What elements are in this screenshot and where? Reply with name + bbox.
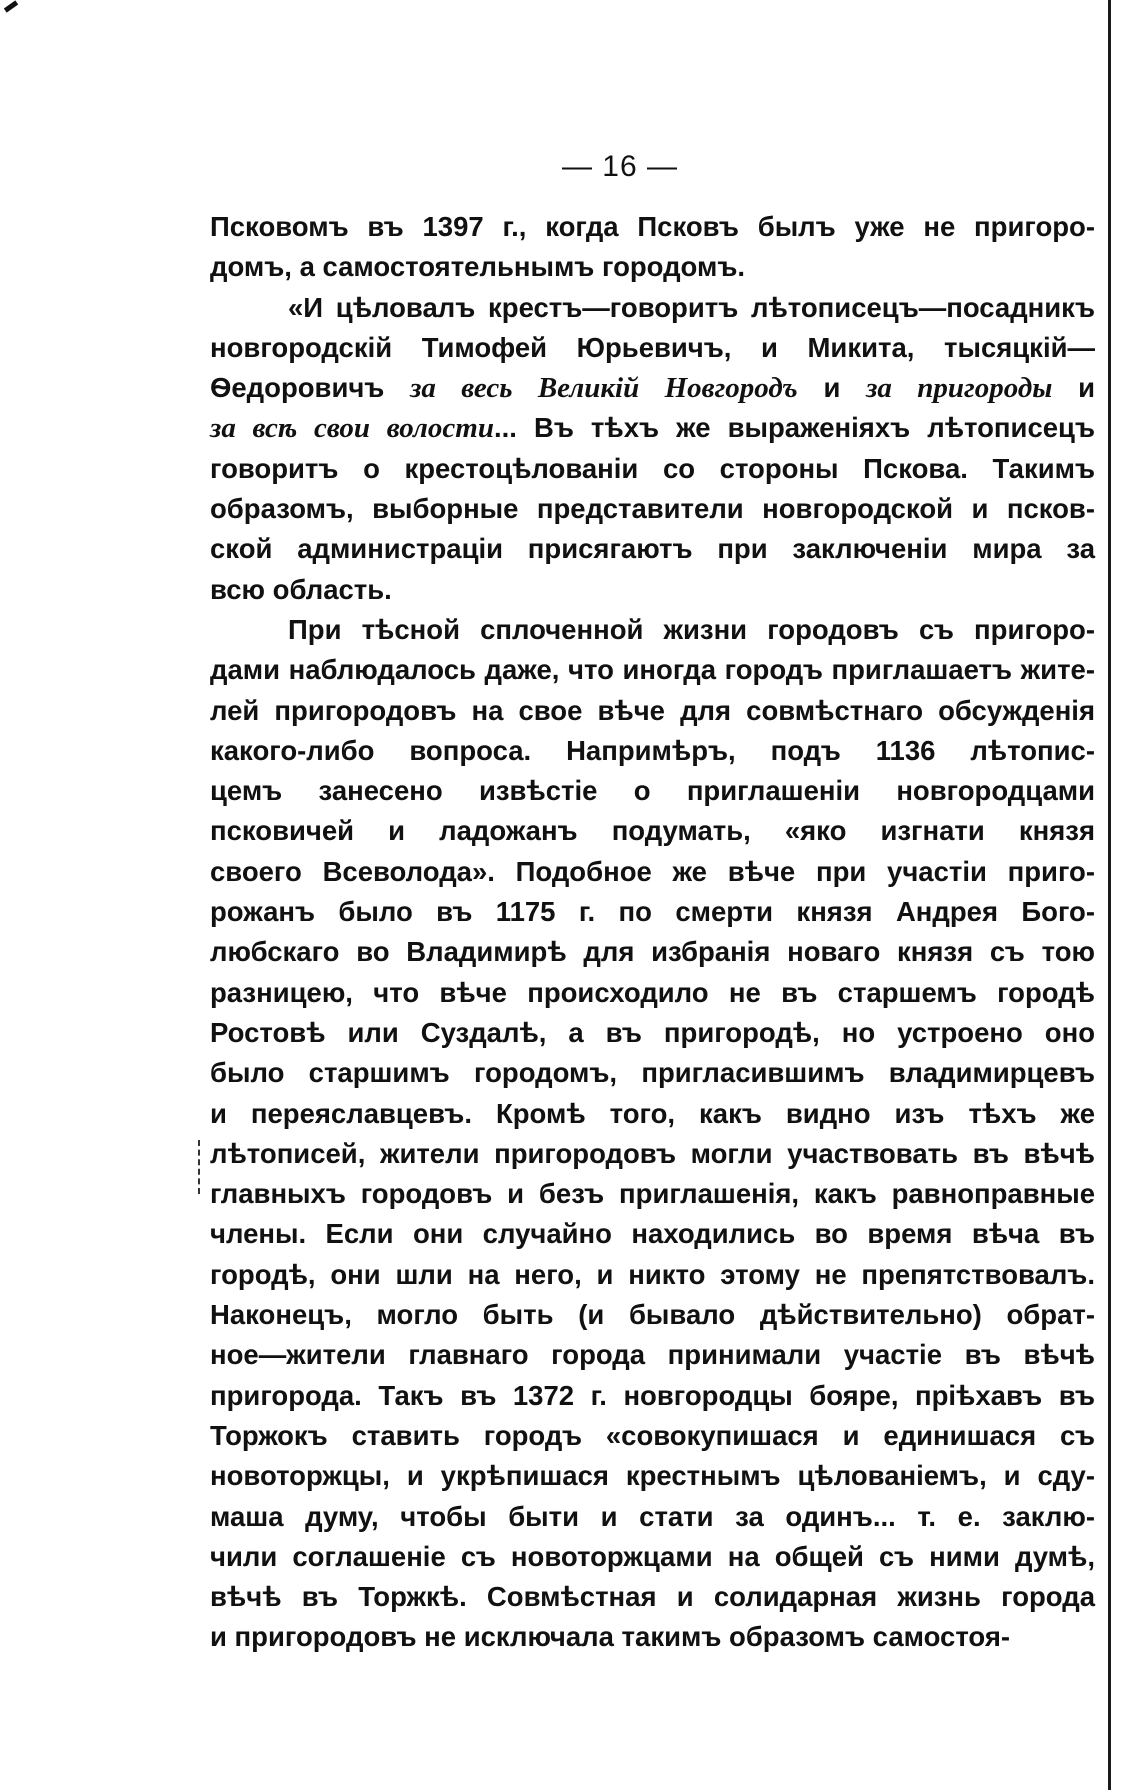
text-line — [210, 771, 1095, 811]
text-line — [210, 529, 1095, 569]
text-line — [210, 1456, 1095, 1496]
text-line — [210, 852, 1095, 892]
text-line — [210, 1053, 1095, 1093]
text-segment: было старшимъ городомъ, пригласившимъ владимирцевъ — [210, 1057, 1095, 1089]
body-text — [210, 207, 1095, 1658]
text-line — [210, 1335, 1095, 1375]
text-line — [210, 207, 1095, 247]
text-segment: Торжокъ ставить городъ «совокупишася и единишася съ — [210, 1419, 1095, 1451]
text-line — [210, 650, 1095, 690]
text-segment: и пригородовъ не исключала такимъ образомъ самостоя- — [210, 1621, 1011, 1653]
text-segment: образомъ, выборные представители новгородской и псков- — [210, 493, 1095, 525]
text-segment: любскаго во Владимирѣ для избранія новаго князя съ тою — [210, 936, 1095, 968]
text-segment: вѣчѣ въ Торжкѣ. Совмѣстная и солидарная жизнь города — [210, 1581, 1095, 1613]
text-segment: пригорода. Такъ въ 1372 г. новгородцы бояре, пріѣхавъ въ — [210, 1379, 1095, 1411]
scan-edge-line — [1108, 0, 1111, 1790]
italic-text: за пригороды — [866, 372, 1053, 405]
text-segment: новгородскій Тимофей Юрьевичъ, и Микита, тысяцкій— — [210, 331, 1095, 363]
text-segment: разницею, что вѣче происходило не въ старшемъ городѣ — [210, 976, 1095, 1008]
text-line — [210, 489, 1095, 529]
text-segment: Наконецъ, могло быть (и бывало дѣйствительно) обрат- — [210, 1299, 1095, 1331]
text-line — [210, 1376, 1095, 1416]
text-segment: ... Въ тѣхъ же выраженіяхъ лѣтописецъ — [493, 412, 1095, 444]
text-segment: новоторжцы, и укрѣпишася крестнымъ цѣлованіемъ, и сду- — [210, 1460, 1095, 1492]
text-line — [210, 691, 1095, 731]
text-line — [210, 610, 1095, 650]
text-segment: всю область. — [210, 573, 392, 605]
text-line — [210, 892, 1095, 932]
text-segment: Ѳедоровичъ — [210, 372, 411, 404]
text-segment: лѣтописей, жители пригородовъ могли участвовать въ вѣчѣ — [210, 1137, 1095, 1169]
text-segment: цемъ занесено извѣстіе о приглашеніи новгородцами — [210, 775, 1095, 807]
text-line — [210, 1537, 1095, 1577]
margin-mark — [198, 1140, 203, 1194]
text-segment: Псковомъ въ 1397 г., когда Псковъ былъ уже не пригоро- — [210, 211, 1095, 242]
text-segment: Ростовѣ или Суздалѣ, а въ пригородѣ, но устроено оно — [210, 1016, 1095, 1048]
text-segment: и — [1052, 372, 1096, 404]
text-line — [210, 1094, 1095, 1134]
text-segment: маша думу, чтобы быти и стати за одинъ... т. е. заклю- — [210, 1500, 1095, 1532]
text-line — [210, 368, 1095, 408]
text-line — [210, 1255, 1095, 1295]
text-line — [210, 973, 1095, 1013]
text-segment: При тѣсной сплоченной жизни городовъ съ пригоро- — [288, 613, 1095, 645]
italic-text: за весь Великій Новгородъ — [410, 372, 798, 405]
text-line — [210, 288, 1095, 328]
text-line — [210, 328, 1095, 368]
text-line — [210, 247, 1095, 287]
text-segment: ное—жители главнаго города принимали участіе въ вѣчѣ — [210, 1339, 1095, 1371]
text-line — [210, 449, 1095, 489]
text-line — [210, 1617, 1095, 1657]
text-line — [210, 1174, 1095, 1214]
text-line — [210, 570, 1095, 610]
text-segment: «И цѣловалъ крестъ—говоритъ лѣтописецъ—посадникъ — [288, 291, 1095, 323]
text-line — [210, 408, 1095, 448]
text-line — [210, 1577, 1095, 1617]
text-line — [210, 1295, 1095, 1335]
text-line — [210, 1134, 1095, 1174]
text-segment: и переяславцевъ. Кромѣ того, какъ видно изъ тѣхъ же — [210, 1097, 1095, 1129]
text-segment: главныхъ городовъ и безъ приглашенія, какъ равноправные — [210, 1178, 1095, 1210]
text-segment: члены. Если они случайно находились во время вѣча въ — [210, 1218, 1095, 1250]
italic-text: за всѣ свои волости — [210, 412, 494, 445]
text-line — [210, 731, 1095, 771]
text-segment: какого-либо вопроса. Напримѣръ, подъ 1136 лѣтопис- — [210, 734, 1095, 766]
text-segment: рожанъ было въ 1175 г. по смерти князя Андрея Бого- — [210, 896, 1095, 928]
text-segment: чили соглашеніе съ новоторжцами на общей съ ними думѣ, — [210, 1540, 1095, 1572]
text-line — [210, 1013, 1095, 1053]
text-line — [210, 932, 1095, 972]
text-segment: домъ, а самостоятельнымъ городомъ. — [210, 251, 746, 283]
text-segment: и — [797, 372, 867, 404]
scan-corner-mark — [4, 0, 18, 12]
text-line — [210, 1214, 1095, 1254]
text-segment: своего Всеволода». Подобное же вѣче при участіи приго- — [210, 855, 1095, 887]
text-line — [210, 1497, 1095, 1537]
text-line — [210, 1416, 1095, 1456]
page-number: — 16 — — [561, 150, 679, 183]
text-line — [210, 811, 1095, 851]
text-segment: дами наблюдалось даже, что иногда городъ приглашаетъ жите- — [210, 654, 1095, 686]
text-segment: лей пригородовъ на свое вѣче для совмѣстнаго обсужденія — [210, 694, 1095, 726]
text-segment: городѣ, они шли на него, и никто этому не препятствовалъ. — [210, 1258, 1095, 1290]
text-segment: говоритъ о крестоцѣлованіи со стороны Пскова. Такимъ — [210, 452, 1095, 484]
text-segment: ской администраціи присягаютъ при заключеніи мира за — [210, 533, 1095, 565]
text-segment: псковичей и ладожанъ подумать, «яко изгнати князя — [210, 815, 1095, 847]
